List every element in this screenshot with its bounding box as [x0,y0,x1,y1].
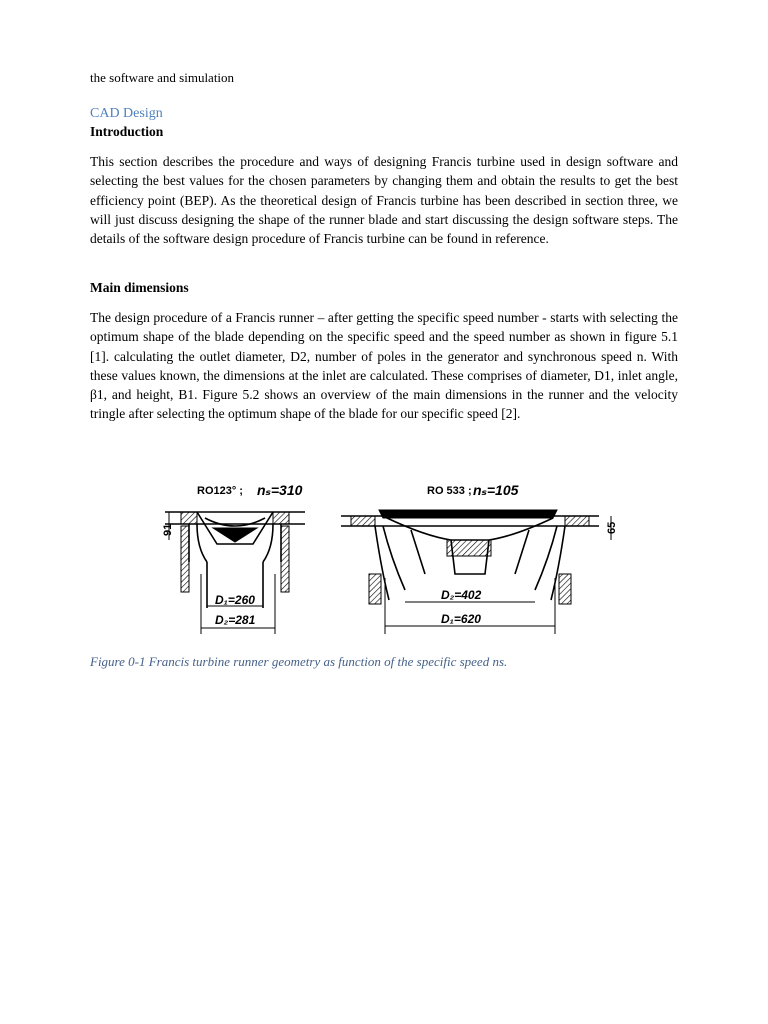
left-runner [162,482,305,634]
right-d1-label: D₁=620 [441,612,481,626]
runner-drawing [155,478,625,640]
figure-caption: Figure 0-1 Francis turbine runner geometry as function of the specific speed ns. [90,654,508,669]
right-model-label: RO 533 ; [427,485,472,497]
intro-paragraph: This section describes the procedure and ways of designing Francis turbine used in design software and selecting the best values for the chosen parameters by changing them and obtain the results to get the best efficiency point (BEP). As the theoretical design of Francis turbine has been described in section three, we will just discuss designing the shape of the runner blade and start discussing the design software steps. The details of the software design procedure of Francis turbine can be found in reference. [90,154,678,247]
left-ns-label: nₛ=310 [257,482,303,498]
section-title: CAD Design [90,106,163,121]
main-dimensions-paragraph: The design procedure of a Francis runner – after getting the specific speed number - starts with selecting the optimum shape of the blade depending on the specific speed and the speed number as shown in figure 5.1 [1]. calculating the outlet diameter, D2, number of poles in the generator and synchronous speed n. With these values known, the dimensions at the inlet are calculated. These comprises of diameter, D1, inlet angle, β1, and height, B1. Figure 5.2 shows an overview of the main dimensions in the runner and the velocity tringle after selecting the optimum shape of the blade for our specific speed [2]. [90,310,678,422]
left-d2-label: D₂=281 [215,613,256,627]
runner-geometry-figure [155,478,625,640]
intro-heading: Introduction [90,124,164,139]
right-ns-label: nₛ=105 [473,482,519,498]
right-runner [341,482,618,634]
right-d2-label: D₂=402 [441,588,482,602]
left-model-label: RO123° ; [197,485,243,497]
right-height-label: 65 [606,521,618,534]
left-d1-label: D₁=260 [215,593,255,607]
lead-line: the software and simulation [90,70,235,85]
main-dimensions-heading: Main dimensions [90,280,189,295]
left-height-label: 91 [162,523,174,536]
